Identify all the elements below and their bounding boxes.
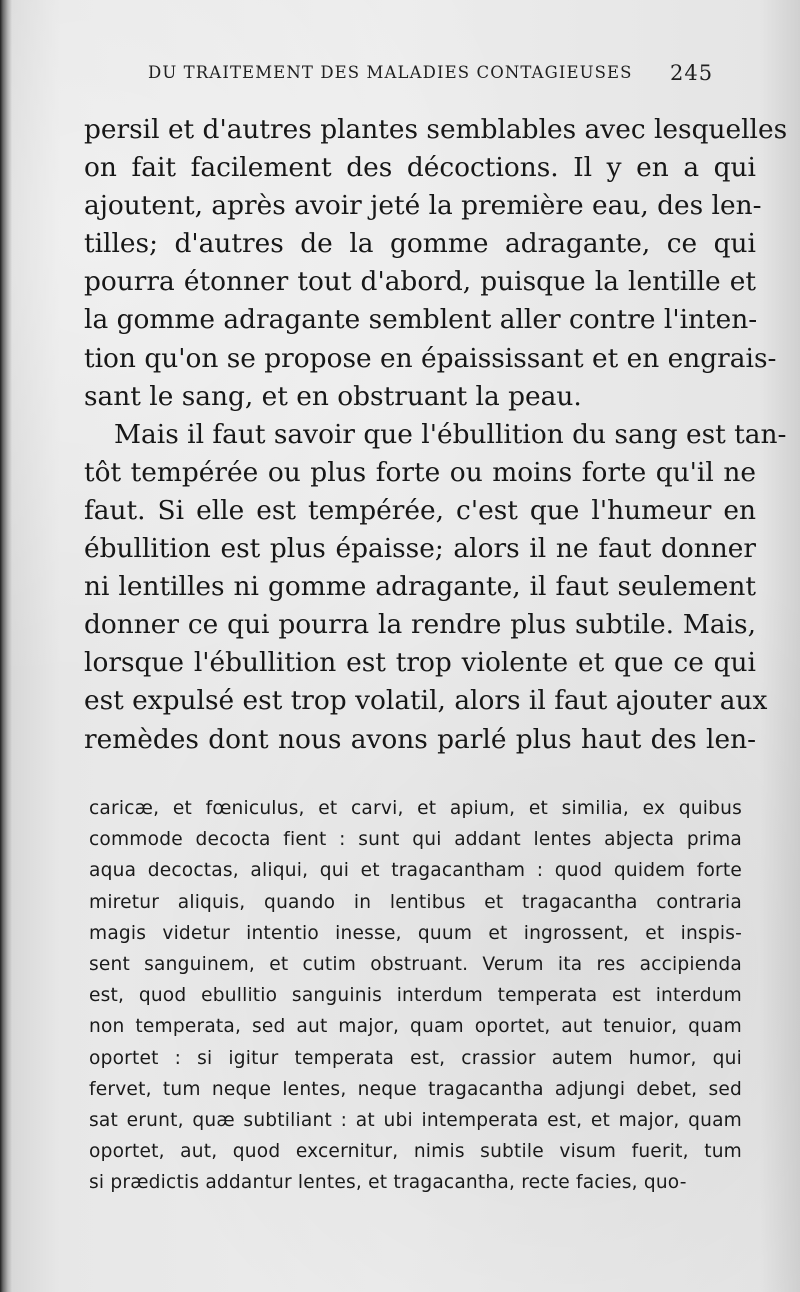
footnote-line: magis videtur intentio inesse, quum et ingrossent, et inspis- — [89, 922, 742, 944]
main-text-line: remèdes dont nous avons parlé plus haut des len- — [84, 723, 756, 755]
footnote-line: caricæ, et fœniculus, et carvi, et apium, et similia, ex quibus — [89, 798, 742, 819]
footnote-line: commode decocta fient : sunt qui addant lentes abjecta prima — [89, 829, 742, 851]
main-text — [84, 111, 788, 759]
footnote-line: sat erunt, quæ subtiliant : at ubi intemperata est, et major, quam — [89, 1110, 742, 1132]
main-text-line: pourra étonner tout d'abord, puisque la lentille et — [84, 266, 756, 298]
main-text-line: donner ce qui pourra la rendre plus subtile. Mais, — [84, 609, 756, 641]
main-text-line: ébullition est plus épaisse; alors il ne faut donner — [84, 533, 756, 565]
main-text-line: on fait facilement des décoctions. Il y en a qui — [84, 152, 756, 184]
main-text-line: tilles; d'autres de la gomme adragante, ce qui — [84, 228, 756, 260]
main-text-line: persil et d'autres plantes semblables avec lesquelles — [84, 114, 788, 145]
page-edge-shadow — [0, 0, 12, 1292]
footnote-line: aqua decoctas, aliqui, qui et tragacantham : quod quidem forte — [89, 860, 742, 882]
page-header — [148, 63, 768, 91]
footnote-line: fervet, tum neque lentes, neque tragacantha adjungi debet, sed — [89, 1078, 742, 1100]
main-text-line: sant le sang, et en obstruant la peau. — [84, 380, 582, 412]
running-head: DU TRAITEMENT DES MALADIES CONTAGIEUSES — [148, 63, 633, 82]
main-text-line: Mais il faut savoir que l'ébullition du sang est tan- — [114, 418, 787, 450]
main-text-line: ajoutent, après avoir jeté la première eau, des len- — [84, 190, 762, 222]
footnote-line: oportet : si igitur temperata est, crassior autem humor, qui — [89, 1047, 742, 1069]
main-text-line: lorsque l'ébullition est trop violente et que ce qui — [84, 647, 756, 679]
page-number: 245 — [670, 61, 714, 85]
footnote-line: si prædictis addantur lentes, et tragacantha, recte facies, quo- — [89, 1172, 687, 1194]
main-text-line: la gomme adragante semblent aller contre l'inten- — [84, 304, 758, 336]
latin-footnote — [89, 793, 742, 1199]
main-text-line: faut. Si elle est tempérée, c'est que l'humeur en — [84, 494, 756, 526]
main-text-line: est expulsé est trop volatil, alors il faut ajouter aux — [84, 685, 768, 717]
footnote-line: est, quod ebullitio sanguinis interdum temperata est interdum — [89, 985, 742, 1007]
footnote-line: oportet, aut, quod excernitur, nimis subtile visum fuerit, tum — [89, 1141, 742, 1163]
footnote-line: sent sanguinem, et cutim obstruant. Verum ita res accipienda — [89, 954, 742, 976]
main-text-line: tion qu'on se propose en épaississant et en engrais- — [84, 342, 777, 374]
footnote-line: non temperata, sed aut major, quam oportet, aut tenuior, quam — [89, 1016, 742, 1038]
main-text-line: ni lentilles ni gomme adragante, il faut seulement — [84, 571, 756, 603]
main-text-line: tôt tempérée ou plus forte ou moins forte qu'il ne — [84, 456, 756, 488]
footnote-line: miretur aliquis, quando in lentibus et tragacantha contraria — [89, 891, 742, 913]
